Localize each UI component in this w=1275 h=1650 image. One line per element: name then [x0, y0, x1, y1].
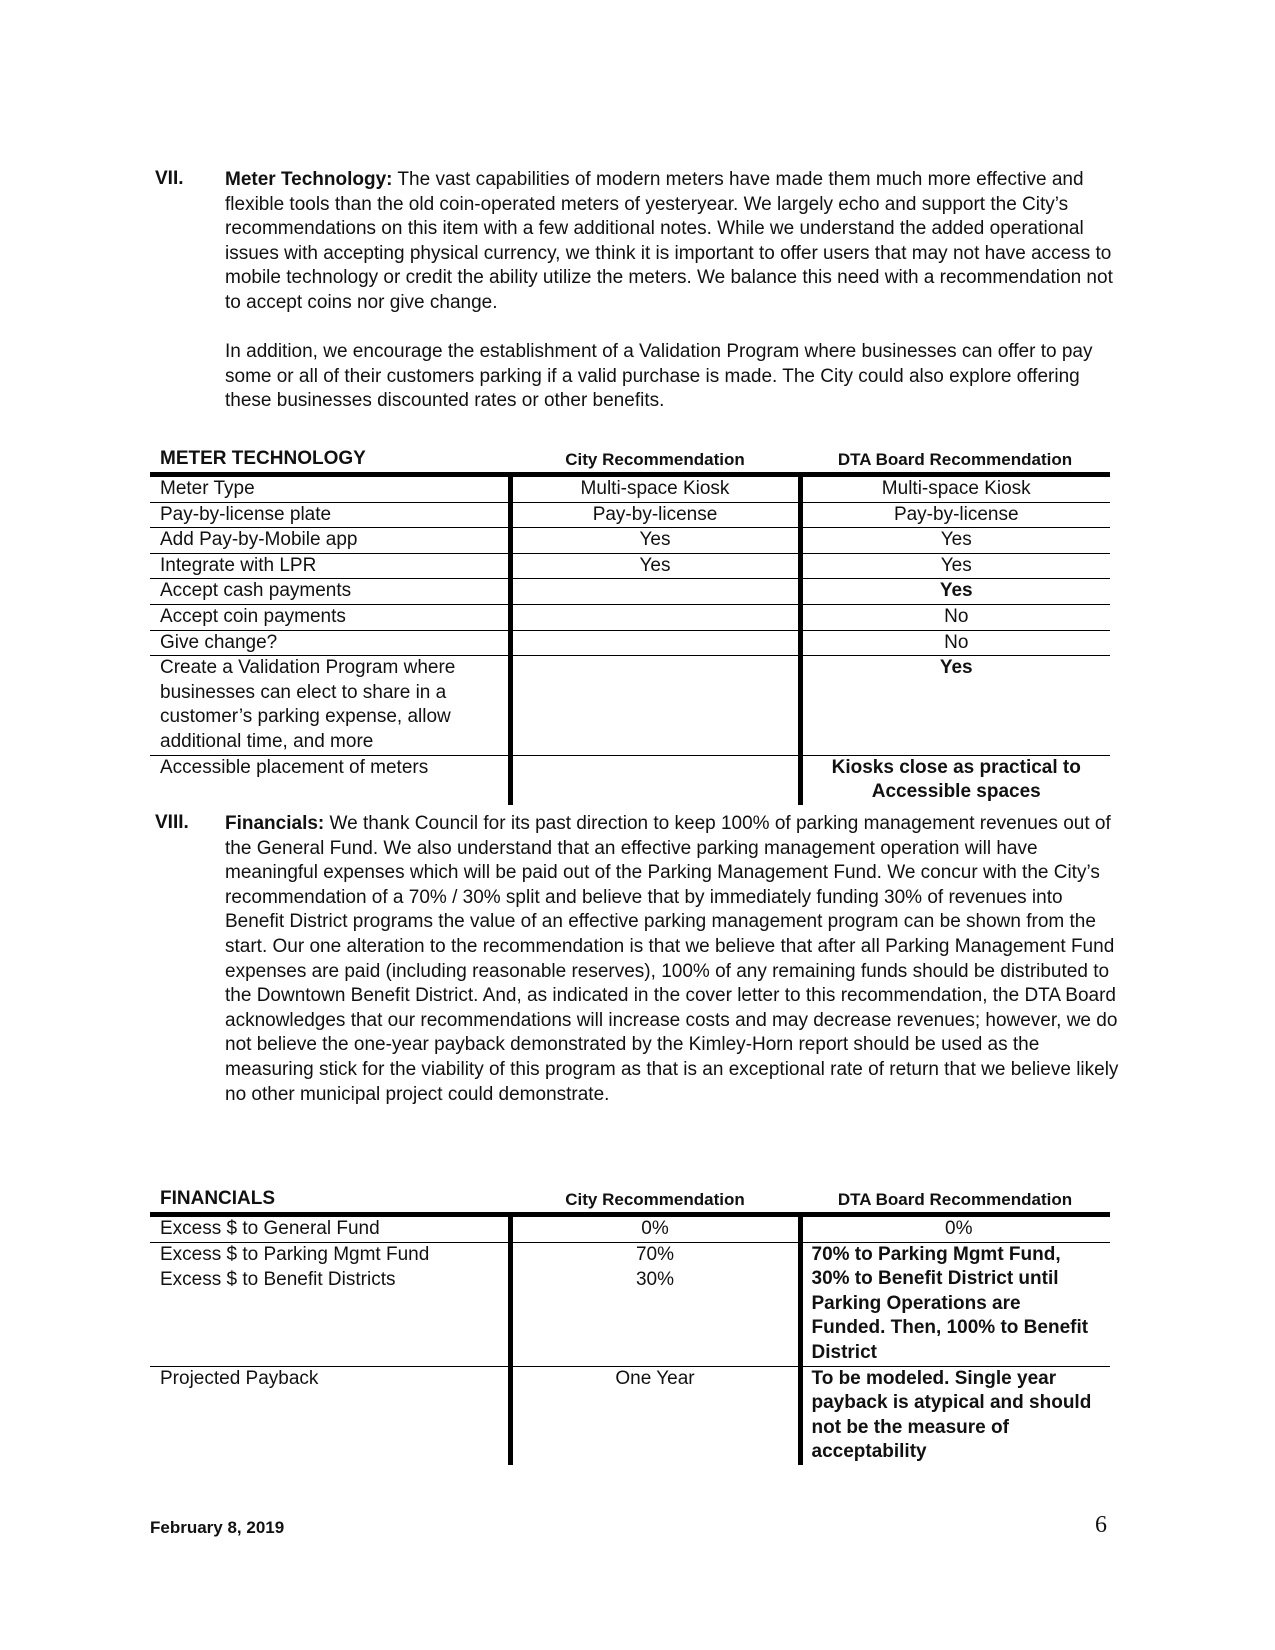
section-number: VII. — [155, 168, 184, 189]
dta-value: Yes — [800, 553, 1110, 579]
column-header-city: City Recommendation — [565, 1190, 745, 1209]
row-label: Integrate with LPR — [150, 553, 510, 579]
city-value: 0% — [510, 1215, 800, 1243]
dta-value: No — [800, 604, 1110, 630]
column-header-dta: DTA Board Recommendation — [837, 450, 1073, 469]
table-row — [150, 755, 1110, 805]
city-value — [510, 579, 800, 605]
financials-table — [150, 1188, 1110, 1465]
row-label: Accept coin payments — [150, 604, 510, 630]
city-value: 70% — [510, 1242, 800, 1267]
table-row — [150, 1366, 1110, 1465]
row-label: Excess $ to General Fund — [150, 1215, 510, 1243]
table-row — [150, 1242, 1110, 1267]
city-value: Pay-by-license — [510, 502, 800, 528]
dta-value: 70% to Parking Mgmt Fund, 30% to Benefit District until Parking Operations are Funded. Then, 100% to Benefit District — [800, 1242, 1110, 1366]
city-value — [510, 755, 800, 805]
table-row — [150, 1215, 1110, 1243]
column-header-dta: DTA Board Recommendation — [837, 1190, 1073, 1209]
city-value: Yes — [510, 553, 800, 579]
table-row — [150, 656, 1110, 755]
city-value — [510, 604, 800, 630]
table-row — [150, 475, 1110, 503]
row-label: Excess $ to Benefit Districts — [150, 1268, 510, 1367]
row-label: Accessible placement of meters — [160, 756, 429, 778]
row-label: Projected Payback — [160, 1367, 319, 1389]
table-row — [150, 604, 1110, 630]
dta-value: Multi-space Kiosk — [800, 475, 1110, 503]
row-label: Excess $ to Parking Mgmt Fund — [160, 1243, 430, 1265]
row-label: Accept cash payments — [150, 579, 510, 605]
dta-value: Yes — [800, 579, 1110, 605]
row-label: Meter Type — [150, 475, 510, 503]
dta-value: Pay-by-license — [800, 502, 1110, 528]
column-header-city: City Recommendation — [565, 450, 745, 469]
dta-value: Yes — [800, 656, 1110, 755]
city-value: Multi-space Kiosk — [510, 475, 800, 503]
dta-value: No — [800, 630, 1110, 656]
section-lead: Financials: — [225, 813, 325, 834]
meter-technology-table — [150, 448, 1110, 805]
table-row — [150, 553, 1110, 579]
city-value — [510, 656, 800, 755]
city-value — [510, 630, 800, 656]
paragraph — [225, 812, 1125, 1107]
page-number: 6 — [1095, 1512, 1107, 1538]
row-label: Create a Validation Program where businesses can elect to share in a customer’s parking expense, allow additional time, and more — [150, 656, 510, 755]
dta-value: Yes — [800, 528, 1110, 554]
table-row — [150, 630, 1110, 656]
city-value: Yes — [510, 528, 800, 554]
table-row — [150, 502, 1110, 528]
table-title: METER TECHNOLOGY — [160, 448, 366, 469]
dta-value: Kiosks close as practical to Accessible spaces — [831, 756, 1081, 803]
section-body — [225, 812, 1125, 1107]
row-label: Pay-by-license plate — [150, 502, 510, 528]
paragraph-text: The vast capabilities of modern meters have made them much more effective and flexible tools than the old coin-operated meters of yesteryear. We largely echo and support the City’s recommendations on this item with a few additional notes. While we understand the added operational issues with accepting physical currency, we think it is important to offer users that may not have access to mobile technology or credit the ability utilize the meters. We balance this need with a recommendation not to accept coins nor give change. — [225, 169, 1113, 313]
table-row — [150, 528, 1110, 554]
paragraph-text: We thank Council for its past direction to keep 100% of parking management revenues out of the General Fund. We also understand that an effective parking management operation will have meaningful expenses which will be paid out of the Parking Management Fund. We concur with the City’s recommendation of a 70% / 30% split and believe that by immediately funding 30% of revenues into Benefit District programs the value of an effective parking management program can be shown from the start. Our one alteration to the recommendation is that we believe that after all Parking Management Fund expenses are paid (including reasonable reserves), 100% of any remaining funds should be distributed to the Downtown Benefit District. And, as indicated in the cover letter to this recommendation, the DTA Board acknowledges that our recommendations will increase costs and may decrease revenues; however, we do not believe the one-year payback demonstrated by the Kimley-Horn report should be used as the measuring stick for the viability of this program as that is an exceptional rate of return that we believe likely no other municipal project could demonstrate. — [225, 813, 1119, 1105]
section-number: VIII. — [155, 812, 189, 833]
dta-value: 0% — [800, 1215, 1110, 1243]
footer-date: February 8, 2019 — [150, 1518, 285, 1537]
dta-value: To be modeled. Single year payback is atypical and should not be the measure of acceptability — [811, 1367, 1092, 1463]
paragraph: In addition, we encourage the establishment of a Validation Program where businesses can offer to pay some or all of their customers parking if a valid purchase is made. The City could also explore offering these businesses discounted rates or other benefits. — [225, 341, 1093, 412]
city-value: 30% — [510, 1268, 800, 1367]
row-label: Give change? — [150, 630, 510, 656]
row-label: Add Pay-by-Mobile app — [150, 528, 510, 554]
paragraph — [225, 168, 1125, 316]
section-lead: Meter Technology: — [225, 169, 393, 190]
table-header-row — [150, 448, 1110, 475]
table-title: FINANCIALS — [160, 1188, 276, 1209]
table-row — [150, 579, 1110, 605]
section-body — [225, 168, 1125, 414]
table-header-row — [150, 1188, 1110, 1215]
city-value: One Year — [510, 1366, 800, 1465]
